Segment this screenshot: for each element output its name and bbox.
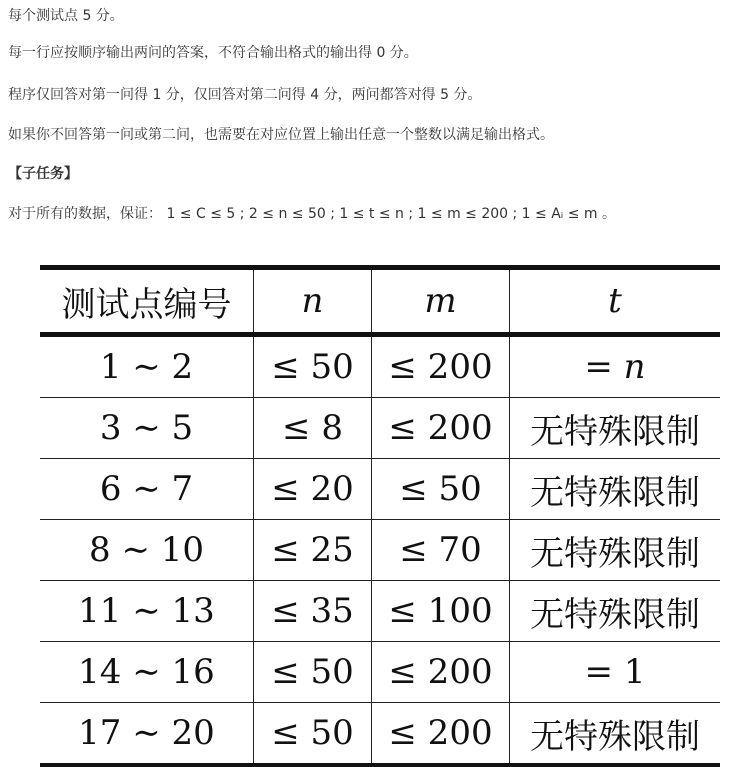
table-row [40,335,720,398]
table-row [40,520,720,581]
cell-test-id: 8 ∼ 10 [89,530,204,570]
header-test-id: 测试点编号 [40,268,254,335]
cell-t: 无特殊限制 [510,520,721,581]
header-n: n [254,268,372,335]
table-header-row [40,268,720,335]
cell-m: ≤ 50 [372,459,510,520]
cell-m: ≤ 200 [372,642,510,703]
header-t: t [510,268,721,335]
cell-t: = n [510,335,721,398]
table-row [40,581,720,642]
subtask-table [40,265,720,767]
header-m: m [372,268,510,335]
cell-test-id: 17 ∼ 20 [78,713,215,753]
placeholder-output-rule-text: 如果你不回答第一问或第二问，也需要在对应位置上输出任意一个整数以满足输出格式。 [8,127,554,143]
subtask-heading: 【子任务】 [8,166,78,182]
output-format-rule-text: 每一行应按顺序输出两问的答案，不符合输出格式的输出得 0 分。 [8,45,418,61]
cell-n: ≤ 20 [254,459,372,520]
table-row [40,703,720,766]
cell-test-id: 6 ∼ 7 [99,469,194,509]
cell-m: ≤ 200 [372,398,510,459]
cell-t: 无特殊限制 [510,398,721,459]
cell-n: ≤ 8 [254,398,372,459]
cell-test-id: 1 ∼ 2 [99,347,194,387]
cell-t: 无特殊限制 [510,459,721,520]
cell-m: ≤ 70 [372,520,510,581]
cell-n: ≤ 35 [254,581,372,642]
cell-m: ≤ 100 [372,581,510,642]
cell-n: ≤ 25 [254,520,372,581]
cell-t: 无特殊限制 [510,703,721,766]
table-row [40,459,720,520]
cell-m: ≤ 200 [372,335,510,398]
cell-m: ≤ 200 [372,703,510,766]
score-per-test-text: 每个测试点 5 分。 [8,8,124,24]
cell-n: ≤ 50 [254,703,372,766]
cell-test-id: 3 ∼ 5 [99,408,194,448]
constraints-text: 对于所有的数据，保证： 1 ≤ C ≤ 5 ; 2 ≤ n ≤ 50 ; 1 ≤ t ≤ n ; 1 ≤ m ≤ 200 ; 1 ≤ Aᵢ ≤ m 。 [8,206,617,222]
cell-t: = 1 [510,642,721,703]
table-row [40,398,720,459]
partial-score-rule-text: 程序仅回答对第一问得 1 分，仅回答对第二问得 4 分，两问都答对得 5 分。 [8,87,482,103]
cell-test-id: 11 ∼ 13 [78,591,215,631]
cell-n: ≤ 50 [254,642,372,703]
cell-test-id: 14 ∼ 16 [78,652,215,692]
cell-t: 无特殊限制 [510,581,721,642]
cell-n: ≤ 50 [254,335,372,398]
table-row [40,642,720,703]
